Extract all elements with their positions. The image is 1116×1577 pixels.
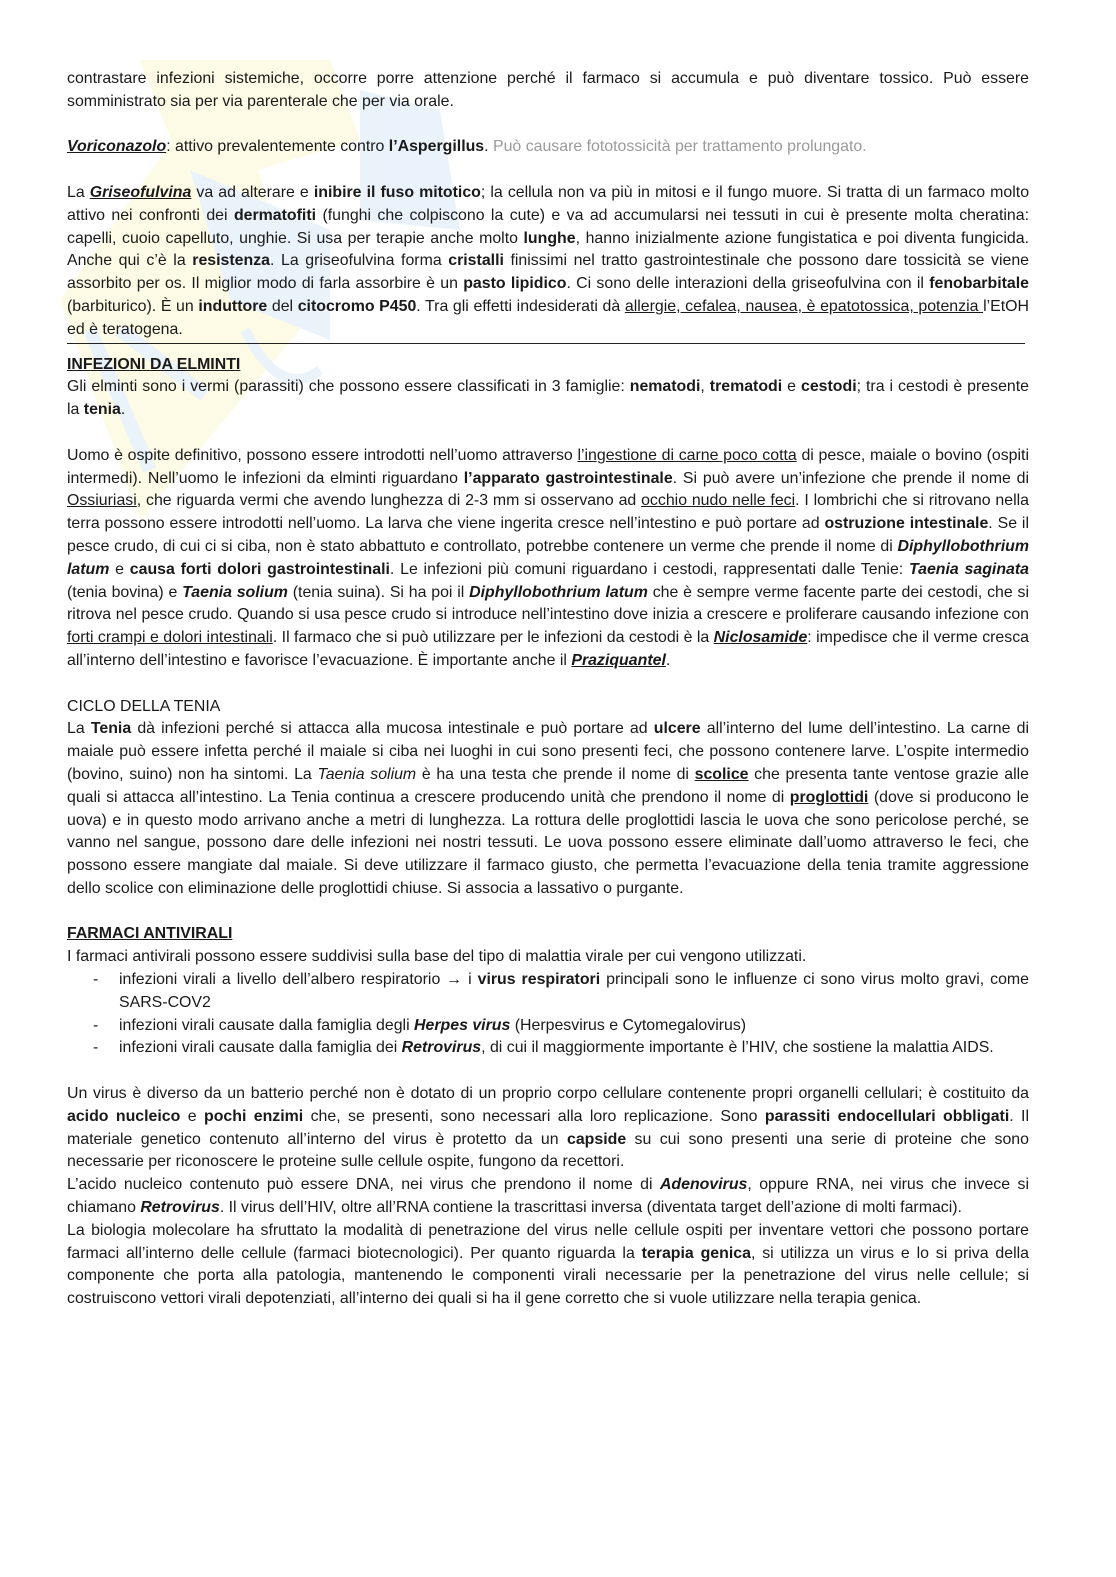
antivirali-list xyxy=(67,969,1029,1060)
list-item: - infezioni virali causate dalla famiglia degli Herpes virus (Herpesvirus e Cytomegalovirus) xyxy=(119,1015,1029,1038)
paragraph-systemic: contrastare infezioni sistemiche, occorre porre attenzione perché il farmaco si accumula e può diventare tossico. Può essere somministrato sia per via parenterale che per via orale. xyxy=(67,70,1029,110)
term-voriconazolo: Voriconazolo xyxy=(67,138,167,156)
heading-ciclo-tenia: CICLO DELLA TENIA xyxy=(67,697,221,715)
heading-infezioni-elminti: INFEZIONI DA ELMINTI xyxy=(67,355,241,373)
term-praziquantel: Praziquantel xyxy=(571,651,666,669)
paragraph-griseofulvina: La Griseofulvina va ad alterare e inibire il fuso mitotico; la cellula non va più in mitosi e il fungo muore. Si tratta di un farmaco molto attivo nei confronti dei dermatofiti (funghi che colpiscono la cute) e va ad accumularsi nei tessuti in cui è presente molta cheratina: capelli, cuoio capelluto, unghie. Si usa per terapie anche molto lunghe, hanno inizialmente azione fungistatica e poi diventa fungicida. Anche qui c’è la resistenza. La griseofulvina forma cristalli finissimi nel tratto gastrointestinale che possono dare tossicità se viene assorbito per os. Il miglior modo di farla assorbire è un pasto lipidico. Ci sono delle interazioni della griseofulvina con il fenobarbitale (barbiturico). È un induttore del citocromo P450. Tra gli effetti indesiderati dà allergie, cefalea, nausea, è epatotossica, potenzia l’EtOH ed è teratogena. xyxy=(67,183,1030,338)
paragraph-ciclo-tenia: La Tenia dà infezioni perché si attacca alla mucosa intestinale e può portare ad ulcere all’interno del lume dell’intestino. La carne di maiale può essere infetta perché il maiale si ciba nei luoghi in cui sono presenti feci, che possono contenere larve. L’ospite intermedio (bovino, suino) non ha sintomi. La Taenia solium è ha una testa che prende il nome di scolice che presenta tante ventose grazie alle quali si attacca all’intestino. La Tenia continua a crescere producendo unità che prendono il nome di proglottidi (dove si producono le uova) e in questo modo arrivano anche a metri di lunghezza. La rottura delle proglottidi lascia le uova che sono pericolose perché, se vanno nel sangue, possono dare delle infezioni nei nostri tessuti. Le uova possono essere eliminate dall’uomo attraverso le feci, che possono essere mangiate dal maiale. Si deve utilizzare il farmaco giusto, che permetta l’evacuazione della tenia tramite aggressione dello scolice con eliminazione delle proglottidi chiuse. Si associa a lassativo o purgante. xyxy=(67,720,1030,897)
list-item: - infezioni virali causate dalla famiglia dei Retrovirus, di cui il maggiormente importante è l’HIV, che sostiene la malattia AIDS. xyxy=(119,1037,1029,1060)
term-niclosamide: Niclosamide xyxy=(713,629,808,647)
list-item: - infezioni virali a livello dell’albero respiratorio → i virus respiratori principali sono le influenze ci sono virus molto gravi, come SARS-COV2 xyxy=(119,969,1029,1015)
document-body xyxy=(67,68,1029,1311)
paragraph-voriconazolo: Voriconazolo: attivo prevalentemente contro l’Aspergillus. Può causare fototossicità per trattamento prolungato. xyxy=(67,138,867,156)
paragraph-elminti: Gli elminti sono i vermi (parassiti) che possono essere classificati in 3 famiglie: nematodi, trematodi e cestodi; tra i cestodi è presente la tenia. xyxy=(67,378,1030,419)
paragraph-uomo-ospite: Uomo è ospite definitivo, possono essere introdotti nell’uomo attraverso l’ingestione di carne poco cotta di pesce, maiale o bovino (ospiti intermedi). Nell’uomo le infezioni da elminti riguardano l’apparato gastrointestinale. Si può avere un’infezione che prende il nome di Ossiuriasi, che riguarda vermi che avendo lunghezza di 2-3 mm si osservano ad occhio nudo nelle feci. I lombrichi che si ritrovano nella terra possono essere introdotti nell’uomo. La larva che viene ingerita cresce nell’intestino e può portare ad ostruzione intestinale. Se il pesce crudo, di cui ci si ciba, non è stato abbattuto e controllato, potrebbe contenere un verme che prende il nome di Diphyllobothrium latum e causa forti dolori gastrointestinali. Le infezioni più comuni riguardano i cestodi, rappresentati dalle Tenie: Taenia saginata (tenia bovina) e Taenia solium (tenia suina). Si ha poi il Diphyllobothrium latum che è sempre verme facente parte dei cestodi, che si ritrova nel pesce crudo. Quando si usa pesce crudo si introduce nell’intestino dove inizia a crescere e proliferare causando infezione con forti crampi e dolori intestinali. Il farmaco che si può utilizzare per le infezioni da cestodi è la Niclosamide: impedisce che il verme cresca all’interno dell’intestino e favorisce l’evacuazione. È importante anche il Praziquantel. xyxy=(67,446,1030,669)
paragraph-antivirali-intro: I farmaci antivirali possono essere suddivisi sulla base del tipo di malattia virale per cui vengono utilizzati. xyxy=(67,948,807,966)
paragraph-virus-batterio: Un virus è diverso da un batterio perché non è dotato di un proprio corpo cellulare contenente propri organelli cellulari; è costituito da acido nucleico e pochi enzimi che, se presenti, sono necessari alla loro replicazione. Sono parassiti endocellulari obbligati. Il materiale genetico contenuto all’interno del virus è protetto da un capside su cui sono presenti una serie di proteine che sono necessarie per riconoscere le proteine sulle cellule ospite, fungono da recettori. xyxy=(67,1085,1029,1171)
heading-farmaci-antivirali: FARMACI ANTIVIRALI xyxy=(67,925,233,943)
section-divider xyxy=(67,343,1025,344)
paragraph-biologia-molecolare: La biologia molecolare ha sfruttato la modalità di penetrazione del virus nelle cellule ospiti per inventare vettori che possono portare farmaci all’interno delle cellule (farmaci biotecnologici). Per quanto riguarda la terapia genica, si utilizza un virus e lo si priva della componente che porta alla patologia, mantenendo le componenti virali necessarie per la penetrazione del virus nelle cellule; si costruiscono vettori virali depotenziati, all’interno dei quali si ha il gene corretto che si vuole utilizzare nella terapia genica. xyxy=(67,1221,1029,1308)
term-griseofulvina: Griseofulvina xyxy=(89,183,192,201)
paragraph-acido-nucleico: L’acido nucleico contenuto può essere DNA, nei virus che prendono il nome di Adenovirus, oppure RNA, nei virus che invece si chiamano Retrovirus. Il virus dell’HIV, oltre all’RNA contiene la trascrittasi inversa (diventata target dell’azione di molti farmaci). xyxy=(67,1176,1029,1217)
muted-note: Può causare fototossicità per trattamento prolungato. xyxy=(493,138,867,156)
